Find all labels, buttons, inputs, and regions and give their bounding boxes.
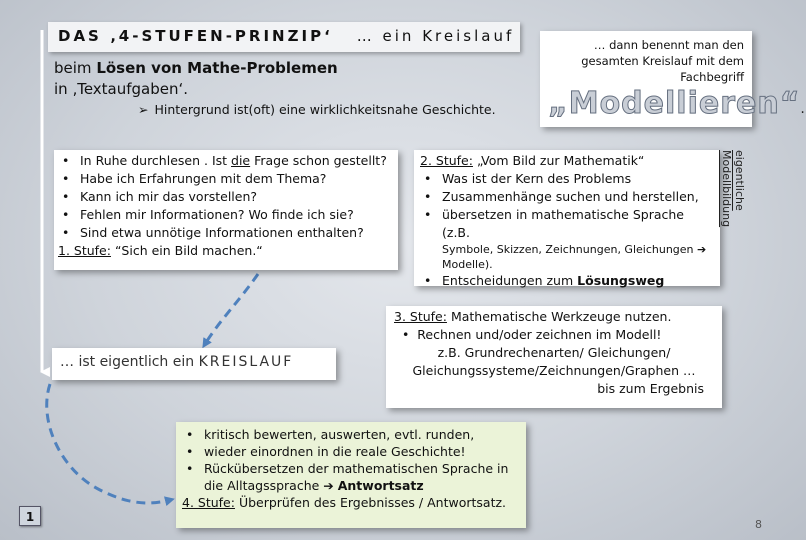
dashed-arc-bottom [47,384,170,503]
step4-item: • kritisch bewerten, auswerten, evtl. runden, [182,426,520,443]
step4-box [176,422,526,528]
page-number: 8 [755,518,762,531]
subtitle-bold: Lösen von Mathe-Problemen [96,59,338,77]
step1-box [54,150,398,270]
side-label-line2: Modellbildung [720,150,733,228]
model-word-dot: . [800,101,806,117]
step1-item: • Kann ich mir das vorstellen? [58,188,394,206]
step4-item-cont: die Alltagssprache ➔ Antwortsatz [204,478,424,493]
step2-item: • übersetzen in mathematische Sprache (z.B. [420,206,714,242]
model-word-text: „Modellieren“ [548,86,801,121]
step2-item-cont: Symbole, Skizzen, Zeichnungen, Gleichungen ➔ Modelle). [442,243,707,271]
model-word [548,86,806,121]
step4-item: • wieder einordnen in die reale Geschichte! [182,443,520,460]
step3-line4: bis zum Ergebnis [597,381,704,396]
step1-item: • Fehlen mir Informationen? Wo finde ich sie? [58,206,394,224]
subtitle [54,58,374,100]
side-label [718,150,746,270]
step4-footer: 4. Stufe: Überprüfen des Ergebnisses / Antwortsatz. [182,495,507,510]
step3-line3: Gleichungssysteme/Zeichnungen/Graphen … [412,363,696,378]
slide-badge: 1 [19,506,41,526]
side-label-line1: eigentliche [733,150,746,211]
model-note-text: … dann benennt man den gesamten Kreislauf mit dem Fachbegriff [581,38,744,84]
arrow-right-icon: ➢ [138,102,149,117]
step1-footer: 1. Stufe: “Sich ein Bild machen.“ [58,243,263,258]
step1-item: • Habe ich Erfahrungen mit dem Thema? [58,170,394,188]
step3-heading: 3. Stufe: Mathematische Werkzeuge nutzen. [394,309,672,324]
step1-item: • In Ruhe durchlesen . Ist die Frage schon gestellt? [58,152,394,170]
step2-item: • Was ist der Kern des Problems [420,170,714,188]
kreislauf-prefix: … ist eigentlich ein [60,354,199,370]
step2-item: • Zusammenhänge suchen und herstellen, [420,188,714,206]
hint-text: Hintergrund ist(oft) eine wirklichkeitsnahe Geschichte. [154,102,496,117]
step1-item: • Sind etwa unnötige Informationen enthalten? [58,224,394,242]
step4-item: • Rückübersetzen der mathematischen Sprache in [182,460,520,477]
step2-item: • Entscheidungen zum Lösungsweg [420,272,714,290]
step3-box [386,306,722,408]
title-main: DAS ‚4-STUFEN-PRINZIP‘ [58,27,333,45]
slide-title [48,22,520,52]
step3-item: • Rechnen und/oder zeichnen im Modell! [394,327,662,342]
step3-line2: z.B. Grundrechenarten/ Gleichungen/ [437,345,671,360]
kreislauf-word: KREISLAUF [198,354,294,370]
dashed-arrow-top [205,274,258,344]
subtitle-prefix: beim [54,59,97,77]
step2-heading: 2. Stufe: „Vom Bild zur Mathematik“ [420,153,645,168]
title-suffix: … ein Kreislauf [356,27,515,45]
hint-line [138,102,518,117]
subtitle-line2: in ‚Textaufgaben‘. [54,80,189,98]
step2-box [414,150,720,286]
kreislauf-box [52,348,336,380]
